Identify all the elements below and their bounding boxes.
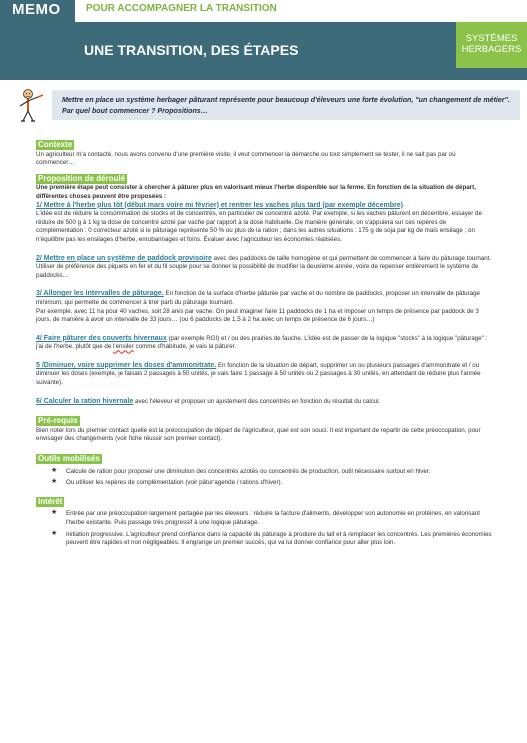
step-3-title: 3/ Allonger les intervalles de pâturage. (36, 290, 164, 298)
step-4-spell: l'ensiler (113, 343, 134, 351)
step-1-text: L'idée est de réduire la consommation de stocks et de concentrés, en particulier de concentré azoté. Par exemple, si les vaches pâturent en décembre, essayer de réduire de 500 g à 1 kg la dose de concentré azoté par vache par rapport à la dose habituelle. De manière générale, on s'appuiera sur ces repères de complémentation : 0 correcteur azoté si le pâturage représente 50 % ou plus de la ration ; dans les autres situations : 175 g de soja par kg de maïs ensilage ; on n'équilibre pas les ensilages d'herbe, enrubannages et foins. Évaluer avec l'agriculteur les économies réalisées. (36, 210, 482, 243)
step-4-text-a: (par exemple RGI) et / ou des prairies de fauche. L'idée est de passer de la logique "stocks" à la logique "pâturage" : j'ai de l'herbe, plutôt que de (36, 334, 488, 351)
step-6-title: 6/ Calculer la ration hivernale (36, 397, 134, 405)
step-3 (36, 290, 494, 307)
main-content (36, 140, 494, 551)
memo-label: MEMO (12, 1, 61, 18)
stick-figure-icon (16, 88, 44, 124)
category-badge (456, 22, 527, 68)
step-5 (36, 362, 494, 388)
star-bullet-icon: ★ (51, 529, 58, 537)
step-2-text: avec des paddocks de taille homogène et qui permettent de commencer à faire du pâturage tournant. Utiliser de préférence des piquets en fer et du fil souple pour se donner la possibilité de modifier la deuxième année, voire de repenser entièrement le système de paddocks… (36, 254, 492, 279)
step-5-text: En fonction de la situation de départ, supprimer un ou plusieurs passages d'ammonitrate et / ou diminuer les doses (exemple, je faisais 2 passages à 50 unités, je vais faire 1 passage à 50 unités ou 2 passages à 30 unités, en attendant de réduire plus l'année suivante). (36, 361, 481, 387)
interet-heading: Intérêt (38, 496, 63, 506)
contexte-text: Un agriculteur m'a contacté, nous avons convenu d'une première visite, il veut commencer la démarche ou tout simplement se tester, il ne sait pas par où commencer… (36, 150, 456, 167)
step-1-end: . (402, 201, 405, 209)
step-4-text-b: comme d'habitude, je vais la pâturer. (133, 343, 237, 351)
step-5-title: 5 /Diminuer, voire supprimer les doses d'ammonitrate. (36, 361, 217, 369)
interet-list (36, 510, 494, 547)
contexte-heading: Contexte (38, 140, 73, 149)
badge-line-1: SYSTÈMES (465, 33, 518, 44)
step-4-title: 4/ Faire pâturer des couverts hivernaux (36, 334, 167, 342)
page-title: UNE TRANSITION, DES ÉTAPES (84, 42, 299, 58)
star-bullet-icon: ★ (51, 478, 58, 486)
memo-subtitle: POUR ACCOMPAGNER LA TRANSITION (86, 3, 277, 14)
interet-bullet-1: Entrée par une préoccupation largement partagée par les éleveurs : réduire la facture d'aliments, développer son autonomie en protéines, en valorisant l'herbe existante. Puis passage très progressif à une logique pâturage. (66, 510, 480, 526)
step-3-text: En fonction de la surface d'herbe pâturée par vache et du nombre de paddocks, proposer un intervalle de pâturage minimum, qui permette de commencer à tirer parti du pâturage tournant. (36, 290, 480, 306)
outils-bullet-1: Calcule de ration pour proposer une diminution des concentrés azotés ou concentrés de production, outil nécessaire surtout en hiver. (66, 467, 431, 475)
prerequis-text: Bien noter lors du premier contact quelle est la préoccupation de départ de l'agriculteur, quel est son souci. Il est important de repartir de cette préoccupation, pour envisager des changements (voir fiche réussir son premier contact). (36, 426, 481, 443)
interet-bullet-2: Initiation progressive. L'agriculteur prend confiance dans la capacité du pâturage à produire du lait et à remplacer les concentrés. Les premières économies peuvent être rapides et non négligeables. Il engrange un premier succès, qui va lui donner confiance pour aller plus loin. (66, 530, 492, 547)
outils-bullet-2: Ou utiliser les repères de complémentation (voir pâtur'agende / rations d'hiver). (66, 479, 283, 487)
list-item (51, 466, 494, 477)
step-2 (36, 255, 494, 281)
star-bullet-icon: ★ (51, 509, 58, 517)
star-bullet-icon: ★ (51, 466, 58, 474)
outils-list (36, 468, 494, 488)
step-2-title: 2/ Mettre en place un système de paddock provisoire (36, 254, 212, 262)
step-4 (36, 335, 494, 352)
step-1 (36, 202, 494, 211)
list-item (51, 529, 494, 548)
outils-heading: Outils mobilisés (38, 454, 100, 464)
step-1-title: 1/ Mettre à l'herbe plus tôt (début mars voire mi février) et rentrer les vaches plus tard (par exemple décembre) (36, 201, 403, 209)
list-item (51, 478, 494, 488)
step-3-text-2: Par exemple, avec 11 ha pour 40 vaches, soit 28 ares par vache. On peut imaginer faire 11 paddocks de 1 ha et imposer un temps de présence par paddock de 3 jours, de manière à avoir un intervalle de 33 jours… (ou 6 paddocks de 1.5 à 2 ha avec un temps de présence de 6 jours…) (36, 307, 479, 324)
prerequis-heading: Pré-requis (38, 416, 78, 426)
list-item (51, 509, 494, 527)
intro-text: Mettre en place un système herbager pâturant représente pour beaucoup d'éleveurs une forte évolution, "un changement de métier". Par quel bout commencer ? Propositions… (62, 96, 510, 115)
deroule-intro: Une première étape peut consister à chercher à pâturer plus en valorisant mieux l'herbe disponible sur la ferme. En fonction de la situation de départ, différentes choses peuvent être proposées : (36, 184, 476, 200)
step-6 (36, 398, 494, 407)
deroule-heading: Proposition de déroulé (38, 173, 126, 183)
badge-line-2: HERBAGERS (461, 44, 522, 55)
memo-tab (0, 0, 75, 22)
step-6-text: avec l'éleveur et proposer un ajustement des concentrés en fonction du résultat du calcul. (133, 397, 381, 405)
